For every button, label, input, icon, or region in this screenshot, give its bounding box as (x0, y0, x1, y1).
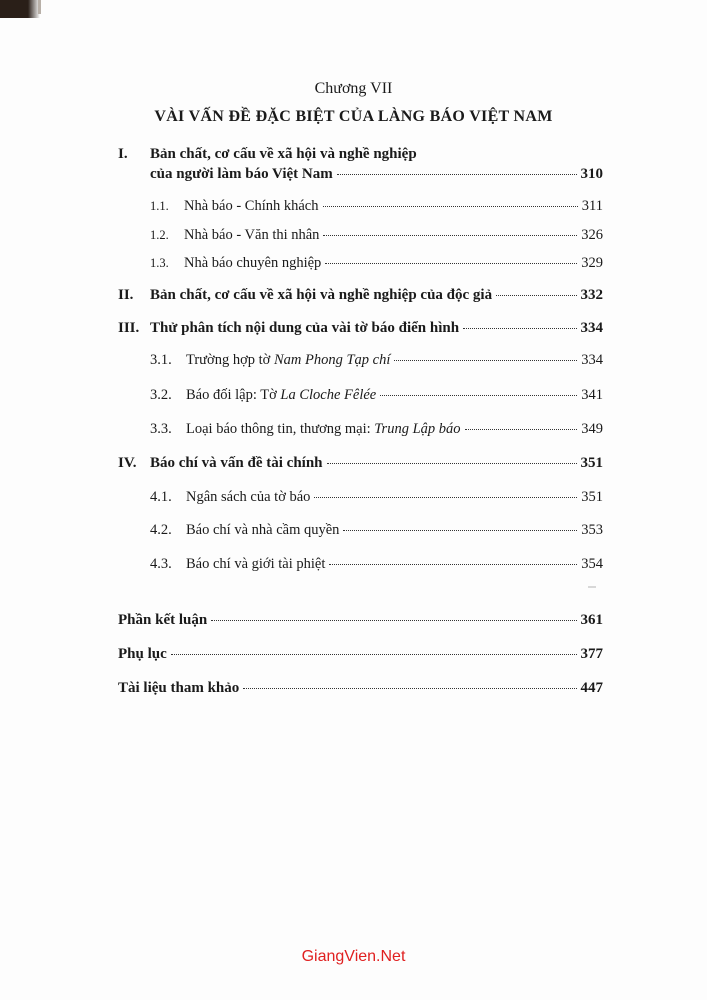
dot-leader (394, 359, 577, 361)
dot-leader (496, 294, 576, 296)
toc-entry-number: IV. (118, 455, 137, 471)
toc-subentry (150, 352, 603, 369)
toc-entry-1-line2 (150, 166, 603, 183)
toc-page-number: 361 (580, 612, 603, 628)
dot-leader (323, 205, 578, 207)
toc-entry-3 (118, 320, 603, 337)
toc-page-number: 351 (581, 489, 603, 505)
toc-entry-title: Phần kết luận (118, 612, 208, 628)
dot-leader (314, 496, 577, 498)
toc-back-entry (118, 612, 603, 629)
dot-leader (211, 619, 576, 621)
dot-leader (325, 262, 577, 264)
toc-entry-title: Tài liệu tham khảo (118, 680, 240, 696)
publication-title: Trung Lập báo (374, 421, 461, 437)
toc-subentry-prefix: Báo đối lập: Tờ (186, 387, 281, 403)
toc-entry-title: Bản chất, cơ cấu về xã hội và nghề nghiệp (150, 146, 417, 162)
toc-subentry-title: Ngân sách của tờ báo (186, 489, 311, 505)
toc-page-number: 311 (581, 198, 603, 214)
toc-page-number: 447 (580, 680, 603, 696)
chapter-label: Chương VII (314, 80, 393, 97)
toc-entry-number: II. (118, 287, 134, 303)
watermark-link[interactable]: GiangVien.Net (301, 948, 406, 965)
toc-subentry-number: 4.2. (150, 522, 172, 538)
toc-page-number: 377 (580, 646, 603, 662)
dot-leader (380, 394, 577, 396)
toc-back-entry (118, 680, 603, 697)
toc-subentry-number: 1.1. (150, 199, 169, 213)
toc-page-number: 341 (581, 387, 603, 403)
toc-subentry (150, 387, 603, 404)
toc-subentry (150, 227, 603, 244)
toc-subentry (150, 255, 603, 272)
toc-subentry (150, 556, 603, 573)
toc-entry-number: I. (118, 146, 128, 162)
toc-subentry-prefix: Loại báo thông tin, thương mại: (186, 421, 375, 437)
toc-page-number: 310 (580, 166, 603, 182)
toc-page-number: 334 (580, 320, 603, 336)
dot-leader (463, 327, 576, 329)
toc-subentry-title: Nhà báo - Văn thi nhân (184, 227, 320, 243)
toc-page-number: 351 (580, 455, 603, 471)
toc-entry-title: của người làm báo Việt Nam (150, 166, 333, 182)
toc-subentry-number: 4.3. (150, 556, 172, 572)
toc-subentry (150, 522, 603, 539)
dot-leader (343, 529, 577, 531)
toc-subentry-title: Nhà báo - Chính khách (184, 198, 319, 214)
dot-leader (243, 687, 576, 689)
toc-entry-title: Báo chí và vấn đề tài chính (150, 455, 323, 471)
dot-leader (171, 653, 577, 655)
toc-entry-number: III. (118, 320, 140, 336)
toc-page-number: 329 (581, 255, 603, 271)
dot-leader (327, 462, 577, 464)
dot-leader (329, 563, 577, 565)
toc-subentry-number: 1.2. (150, 228, 169, 242)
toc-subentry-title: Báo chí và nhà cầm quyền (186, 522, 340, 538)
toc-entry-1-line1 (118, 146, 603, 163)
toc-subentry (150, 421, 603, 438)
toc-subentry-number: 1.3. (150, 256, 169, 270)
chapter-title: VÀI VẤN ĐỀ ĐẶC BIỆT CỦA LÀNG BÁO VIỆT NAM (154, 108, 553, 125)
toc-entry-title: Thử phân tích nội dung của vài tờ báo điển hình (150, 320, 460, 336)
toc-entry-4 (118, 455, 603, 472)
toc-subentry-prefix: Trường hợp tờ (186, 352, 274, 368)
toc-entry-2 (118, 287, 603, 304)
toc-back-entry (118, 646, 603, 663)
scan-speck (588, 586, 596, 588)
toc-subentry-number: 4.1. (150, 489, 172, 505)
dot-leader (323, 234, 577, 236)
dot-leader (465, 428, 578, 430)
toc-subentry-number: 3.1. (150, 352, 172, 368)
publication-title: La Cloche Fêlée (280, 387, 377, 403)
toc-subentry (150, 198, 603, 215)
toc-page-number: 332 (580, 287, 603, 303)
toc-subentry-number: 3.2. (150, 387, 172, 403)
toc-page-number: 354 (581, 556, 603, 572)
toc-entry-title: Phụ lục (118, 646, 167, 662)
toc-subentry (150, 489, 603, 506)
toc-page-number: 326 (581, 227, 603, 243)
toc-subentry-number: 3.3. (150, 421, 172, 437)
toc-subentry-title: Báo chí và giới tài phiệt (186, 556, 326, 572)
publication-title: Nam Phong Tạp chí (273, 352, 391, 368)
toc-entry-title: Bản chất, cơ cấu về xã hội và nghề nghiệp của độc giả (150, 287, 493, 303)
toc-page-number: 334 (581, 352, 603, 368)
toc-page-number: 353 (581, 522, 603, 538)
toc-subentry-title: Nhà báo chuyên nghiệp (184, 255, 322, 271)
dot-leader (337, 173, 577, 175)
toc-page-number: 349 (581, 421, 603, 437)
